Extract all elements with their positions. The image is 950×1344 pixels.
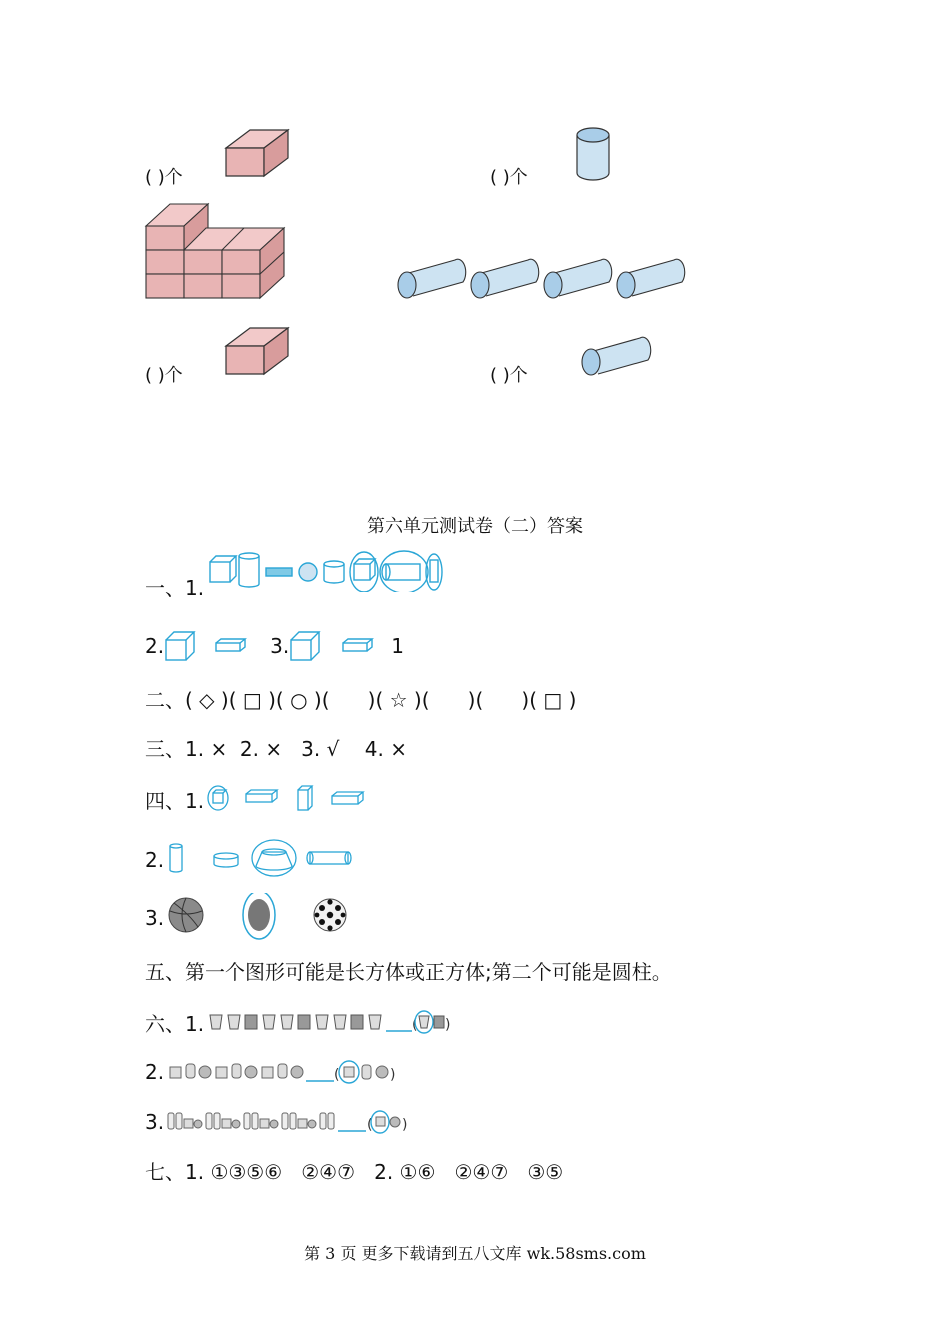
svg-text:): ) [445,1017,451,1033]
box-icon [224,324,290,378]
q4-2-shapes-figure [164,838,364,882]
svg-text:): ) [390,1067,396,1083]
q6-label: 六、1. [145,1011,205,1036]
q6-1-pattern-figure [204,1007,454,1037]
q1-2-label: 2. [145,634,165,658]
cylinder-icon [574,125,612,183]
answer-q6-3 [145,1107,424,1137]
q6-3-label: 3. [145,1110,165,1134]
q6-2-pattern-figure [164,1057,424,1087]
svg-text:(: ( [334,1067,340,1083]
q3-text: 三、1. × 2. × 3. √ 4. × [145,737,407,761]
lying-cylinder-icon [578,334,654,378]
answer-q3 [145,733,407,762]
cube-answer-icon [164,630,198,662]
cube-answer-icon [289,630,323,662]
answer-q1-1 [145,572,204,601]
count-cylinder-label-bottom: ( )个 [490,365,528,386]
answer-q2 [145,684,576,713]
answer-q4-2 [145,838,364,882]
answer-q4-1 [145,784,434,814]
q4-label: 四、1. [145,788,205,813]
q1-3-value: 1 [391,634,404,658]
q1-shapes-figure [206,548,446,592]
answer-q6-2 [145,1057,424,1087]
q4-2-label: 2. [145,848,165,872]
q2-text: 二、( ◇ )( □ )( ○ )( )( ☆ )( )( )( □ ) [145,688,577,712]
count-box-label-top: ( )个 [145,167,183,188]
answer-q7 [145,1156,563,1185]
answer-q6-1 [145,1007,454,1037]
page-footer: 第 3 页 更多下载请到五八文库 wk.58sms.com [304,1244,646,1263]
answer-q4-3 [145,893,364,943]
q4-3-label: 3. [145,906,165,930]
count-box-label-bottom: ( )个 [145,365,183,386]
q1-label: 一、1. [145,576,205,600]
svg-text:(: ( [367,1117,373,1133]
box-icon [224,126,290,180]
q6-2-label: 2. [145,1060,165,1084]
cuboid-answer-icon [214,636,248,656]
answer-q5 [145,956,672,985]
answers-title: 第六单元测试卷（二）答案 [367,516,583,537]
lying-cylinders-figure [395,254,690,300]
q4-1-shapes-figure [204,784,434,814]
q6-3-pattern-figure [164,1107,424,1137]
q5-text: 五、第一个图形可能是长方体或正方体;第二个可能是圆柱。 [145,960,672,984]
q7-text: 七、1. ①③⑤⑥ ②④⑦ 2. ①⑥ ②④⑦ ③⑤ [145,1160,564,1184]
count-cylinder-label-top: ( )个 [490,167,528,188]
answer-q1-2-3 [145,630,404,662]
stacked-boxes-figure [144,200,286,300]
cuboid-answer-icon [341,636,375,656]
q4-3-balls-figure [164,893,364,943]
q1-3-label: 3. [270,634,290,658]
svg-text:(: ( [412,1017,418,1033]
svg-text:): ) [402,1117,408,1133]
